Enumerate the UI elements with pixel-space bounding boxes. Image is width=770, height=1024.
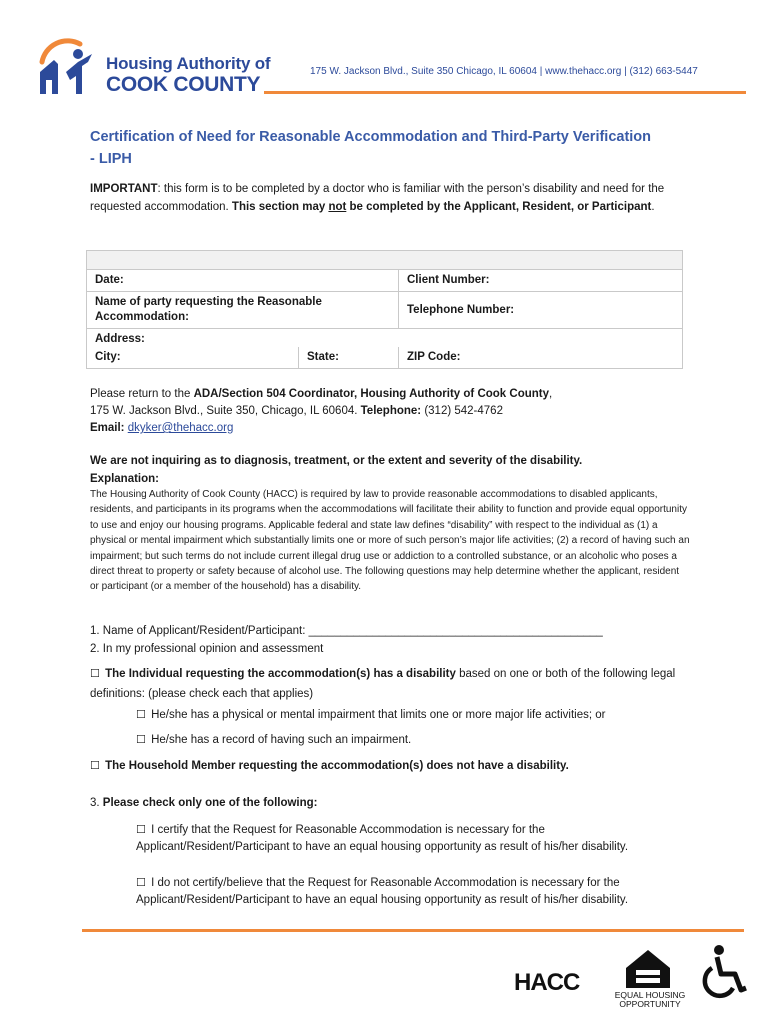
q3-number: 3.	[90, 797, 103, 809]
city-field[interactable]: City:	[87, 347, 299, 368]
org-name-line1: Housing Authority of	[106, 54, 271, 73]
footer-divider	[82, 929, 744, 932]
telephone-field[interactable]: Telephone Number:	[407, 303, 515, 316]
requesting-party-field[interactable]: Name of party requesting the Reasonable Accommodation:	[87, 292, 399, 328]
title-line2: - LIPH	[90, 151, 132, 167]
email-link[interactable]: dkyker@thehacc.org	[127, 422, 234, 434]
accessibility-icon	[699, 944, 749, 1002]
important-bold2: be completed by the Applicant, Resident, or Participant	[346, 201, 652, 213]
important-label: IMPORTANT	[90, 183, 158, 195]
telephone-label: Telephone:	[360, 405, 422, 417]
hacc-footer-logo: HACC	[514, 969, 580, 996]
question-3	[90, 797, 690, 809]
date-field[interactable]: Date:	[87, 270, 399, 291]
disclaimer-heading: We are not inquiring as to diagnosis, treatment, or the extent and severity of the disability.	[90, 455, 583, 467]
table-header-band	[87, 251, 682, 270]
checkbox-household[interactable]: ☐	[90, 759, 100, 772]
title-line1: Certification of Need for Reasonable Accommodation and Third-Party Verification	[90, 129, 652, 145]
individual-disability-option	[90, 664, 690, 704]
email-label: Email:	[90, 422, 125, 434]
eho-line1: EQUAL HOUSING	[614, 990, 686, 1000]
zip-field[interactable]: ZIP Code:	[407, 351, 461, 363]
sub-option-2	[136, 733, 696, 746]
checkbox-individual[interactable]: ☐	[90, 667, 100, 680]
header-divider	[264, 91, 746, 94]
question-2: 2. In my professional opinion and assessment	[90, 643, 324, 655]
telephone-value: (312) 542-4762	[421, 405, 503, 417]
return-prefix: Please return to the	[90, 388, 194, 400]
checkbox-not-certify[interactable]: ☐	[136, 876, 146, 889]
return-address: 175 W. Jackson Blvd., Suite 350, Chicago, IL 60604.	[90, 405, 361, 417]
q3-label: Please check only one of the following:	[102, 797, 318, 809]
not-certify-option	[136, 874, 696, 909]
important-not: not	[328, 201, 347, 213]
household-label: The Household Member requesting the accommodation(s) does not have a disability.	[105, 760, 569, 772]
household-option	[90, 759, 690, 772]
eho-line2: OPPORTUNITY	[619, 999, 681, 1009]
important-text: : this form is to be completed by a doctor who is familiar with the person’s disability and need for the requested accommodation.	[90, 183, 665, 213]
equal-housing-text	[612, 991, 688, 1009]
coordinator-name: ADA/Section 504 Coordinator, Housing Authority of Cook County	[193, 388, 550, 400]
not-certify-label: I do not certify/believe that the Request for Reasonable Accommodation is necessary for the Applicant/Resident/Participant to have an equal housing opportunity as result of his/her disability.	[136, 877, 629, 906]
letterhead	[36, 32, 746, 102]
checkbox-certify[interactable]: ☐	[136, 823, 146, 836]
header-address: 175 W. Jackson Blvd., Suite 350 Chicago, IL 60604 | www.thehacc.org | (312) 663-5447	[310, 66, 698, 77]
sub-option-2-label: He/she has a record of having such an impairment.	[151, 734, 412, 746]
individual-bold: The Individual requesting the accommodation(s) has a disability	[105, 668, 456, 680]
table-row	[87, 292, 682, 329]
important-notice	[90, 180, 670, 216]
checkbox-impairment[interactable]: ☐	[136, 708, 146, 721]
page-title	[90, 126, 690, 170]
individual-rest: based on one or both of the following legal definitions: (please check each that applies)	[90, 668, 676, 700]
certify-label: I certify that the Request for Reasonable Accommodation is necessary for the Applicant/Resident/Participant to have an equal housing opportunity as result of his/her disability.	[136, 824, 629, 853]
important-bold1: This section may	[231, 201, 329, 213]
question-1: 1. Name of Applicant/Resident/Participant: ______________________________________________	[90, 625, 603, 637]
explanation-label: Explanation:	[90, 473, 160, 485]
hacc-logo-icon	[36, 32, 100, 96]
address-field[interactable]: Address:	[95, 333, 145, 345]
sub-option-1-label: He/she has a physical or mental impairment that limits one or more major life activities; or	[151, 709, 606, 721]
return-comma: ,	[549, 388, 553, 400]
sub-option-1	[136, 708, 696, 721]
org-name-line2: COOK COUNTY	[106, 73, 261, 96]
client-number-field[interactable]: Client Number:	[407, 274, 490, 286]
checkbox-record[interactable]: ☐	[136, 733, 146, 746]
state-field[interactable]: State:	[299, 347, 399, 368]
return-instructions	[90, 386, 690, 437]
info-table	[86, 250, 683, 369]
table-row	[87, 270, 682, 292]
explanation-body: The Housing Authority of Cook County (HACC) is required by law to provide reasonable accommodations to disabled applicants, residents, and participants in its programs when the accommodations will facilitate their ability to function and provide equal opportunity to use and enjoy our housing programs. Applicable federal and state law defines “disability” with respect to the individual as (1) a physical or mental impairment which substantially limits one or more of such person’s major life activities; (2) a record of having such an impairment; but such terms do not include current illegal drug use or addiction to a controlled substance, or an alcoholic who poses a direct threat to property or safety because of alcohol use. The following questions may help determine whether the applicant, resident or participant (or a member of the household) has a disability.	[90, 489, 690, 593]
table-row	[87, 347, 682, 368]
important-end: .	[651, 201, 655, 213]
certify-option	[136, 821, 696, 856]
